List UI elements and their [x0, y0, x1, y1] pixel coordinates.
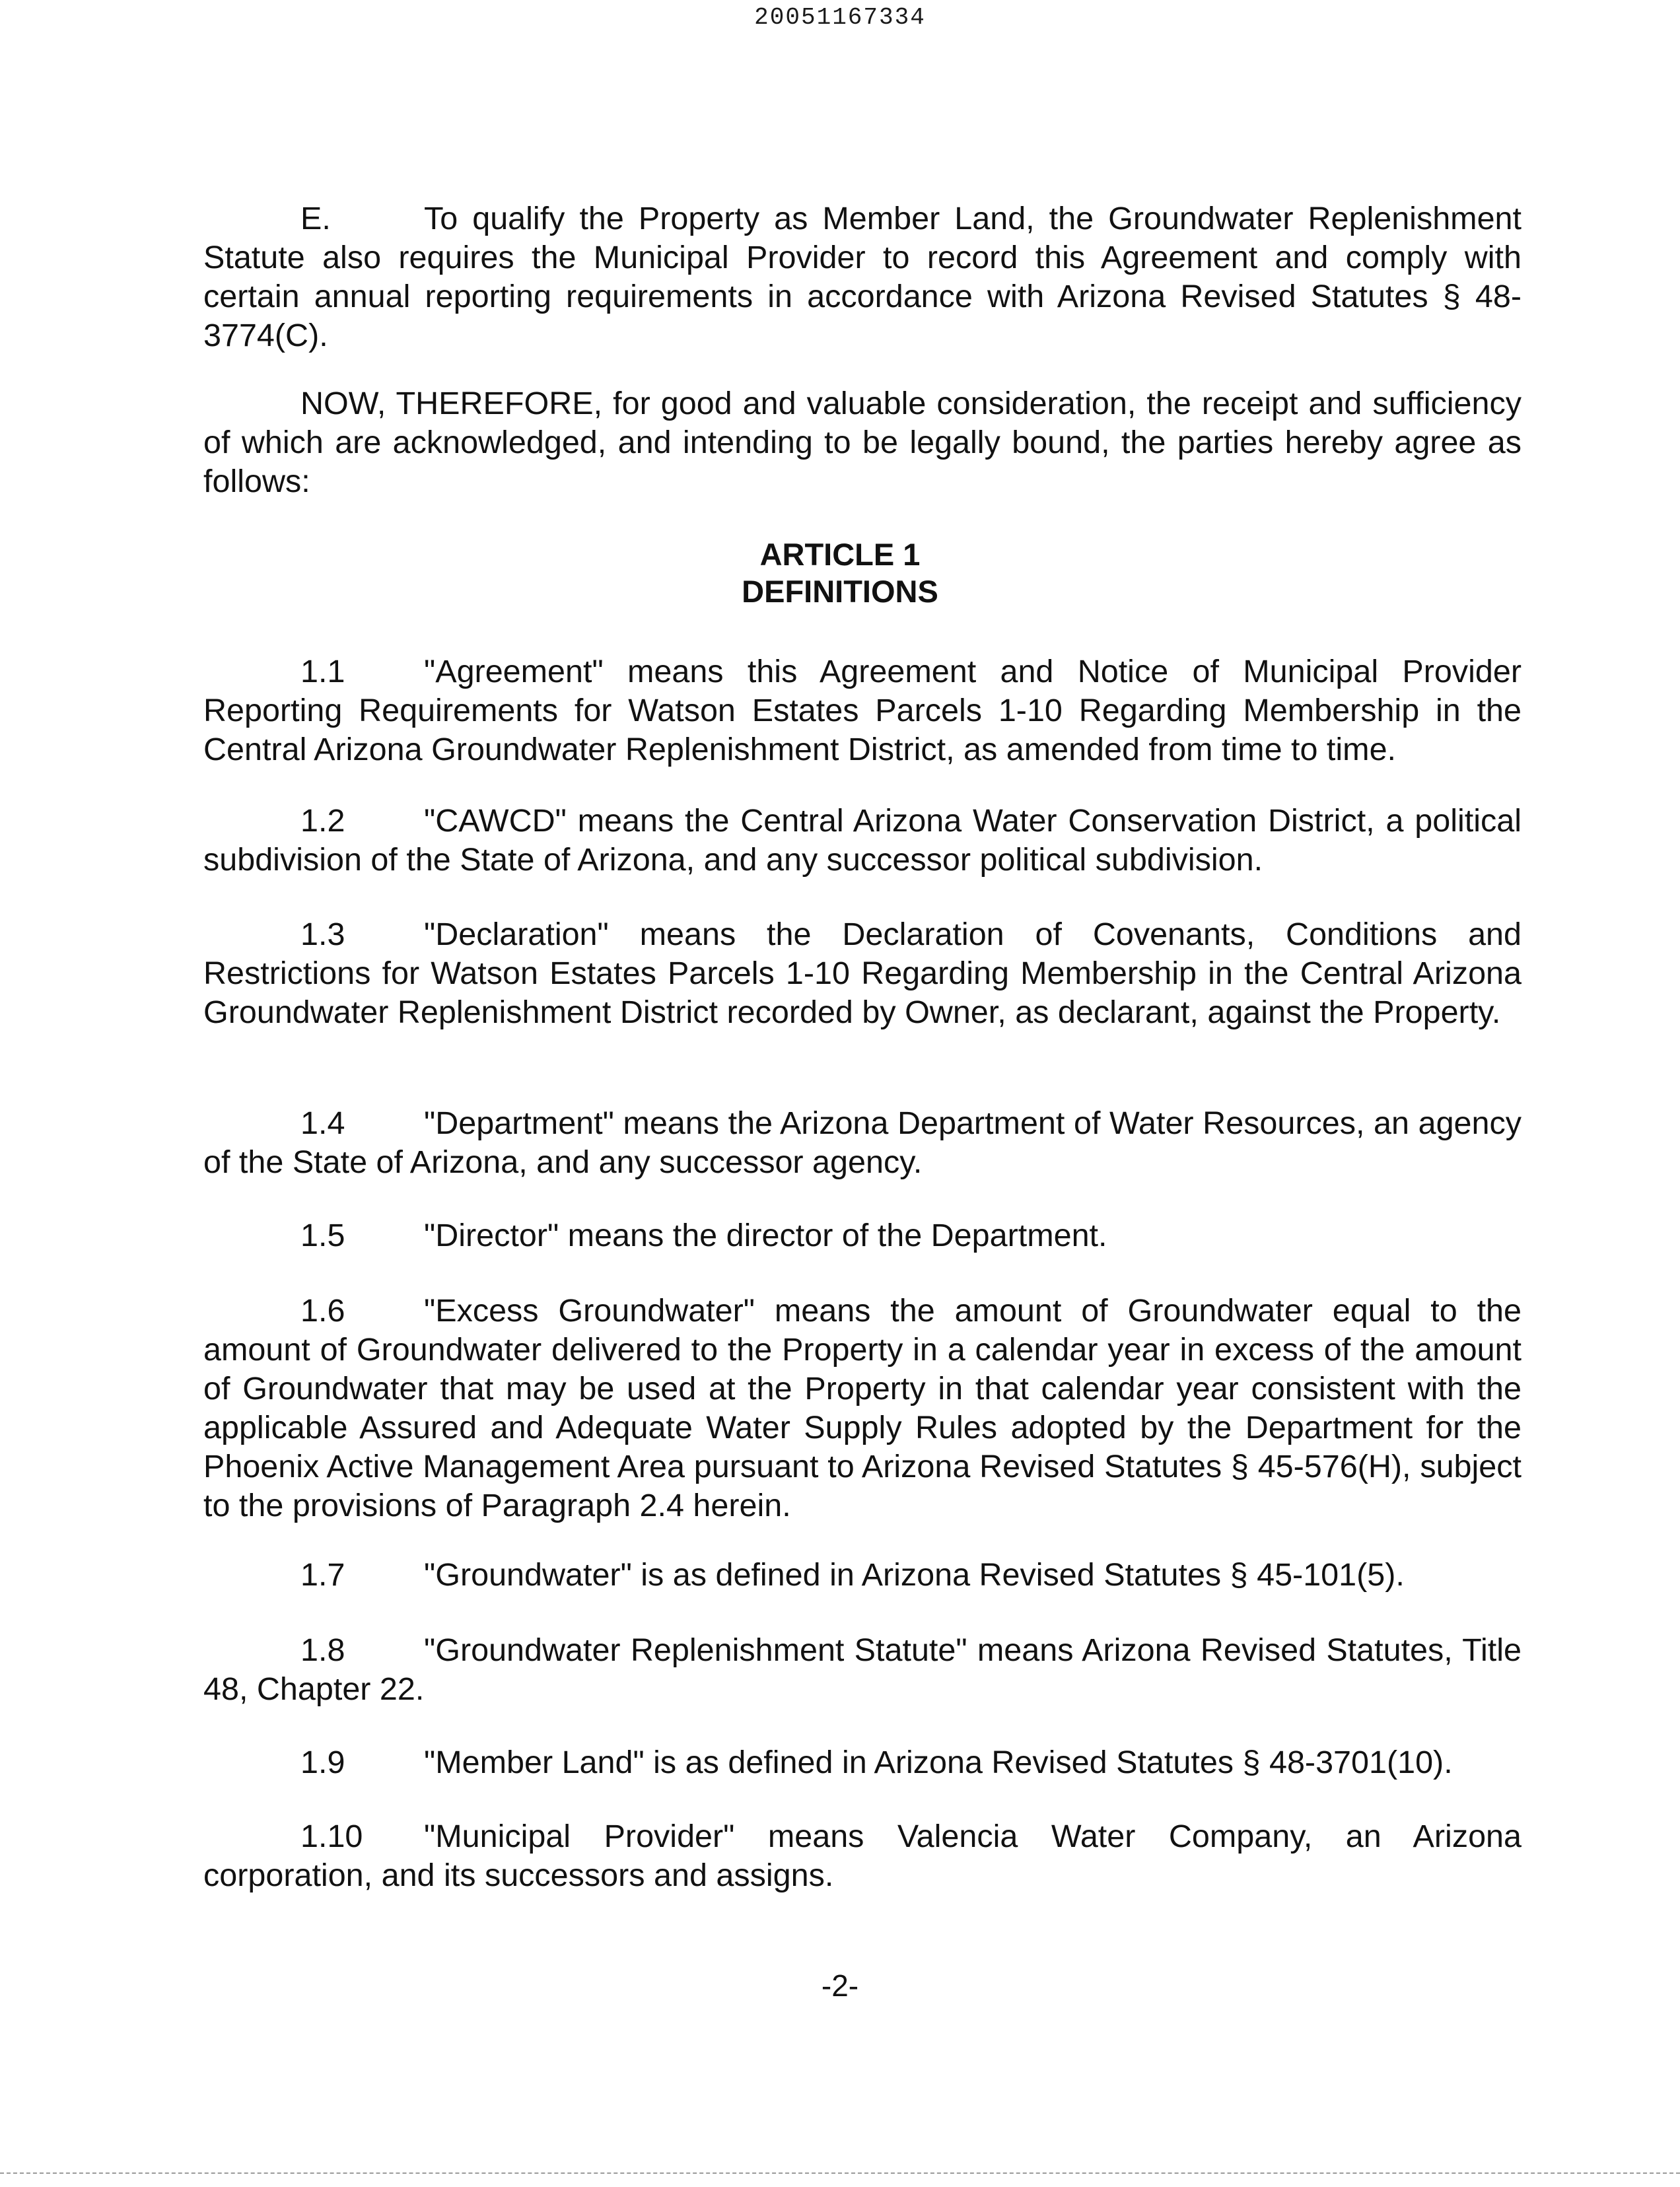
page-number: -2-: [821, 1968, 859, 2003]
definition-text: "CAWCD" means the Central Arizona Water Conservation District, a political subdivision of the State of Arizona, and any successor political subdivision.: [203, 803, 1522, 878]
definition-number: 1.1: [300, 654, 345, 689]
definition-text: "Groundwater Replenishment Statute" means Arizona Revised Statutes, Title 48, Chapter 22.: [203, 1632, 1522, 1707]
definition-1-5: [203, 1216, 1522, 1255]
definition-text: "Municipal Provider" means Valencia Water Company, an Arizona corporation, and its successors and assigns.: [203, 1819, 1522, 1893]
definition-1-6: [203, 1292, 1522, 1525]
definition-number: 1.5: [300, 1218, 345, 1253]
definition-1-1: [203, 652, 1522, 769]
definition-1-2: [203, 802, 1522, 880]
definition-number: 1.7: [300, 1557, 345, 1593]
definition-1-8: [203, 1631, 1522, 1709]
definition-number: 1.4: [300, 1105, 345, 1141]
recital-e-paragraph: [203, 199, 1522, 355]
now-therefore-paragraph: [203, 384, 1522, 501]
definition-1-10: [203, 1817, 1522, 1895]
definition-text: "Agreement" means this Agreement and Notice of Municipal Provider Reporting Requirements for Watson Estates Parcels 1-10 Regarding Membership in the Central Arizona Groundwater Replenishment District, as amended from time to time.: [203, 654, 1522, 767]
definition-text: "Groundwater" is as defined in Arizona Revised Statutes § 45-101(5).: [424, 1557, 1405, 1593]
recital-e-text: To qualify the Property as Member Land, the Groundwater Replenishment Statute also requires the Municipal Provider to record this Agreement and comply with certain annual reporting requirements in accordance with Arizona Revised Statutes § 48-3774(C).: [203, 201, 1522, 353]
definition-text: "Declaration" means the Declaration of Covenants, Conditions and Restrictions for Watson Estates Parcels 1-10 Regarding Membership in the Central Arizona Groundwater Replenishment District recorded by Owner, as declarant, against the Property.: [203, 917, 1522, 1030]
definition-text: "Member Land" is as defined in Arizona Revised Statutes § 48-3701(10).: [424, 1745, 1453, 1780]
definition-number: 1.9: [300, 1745, 345, 1780]
definition-1-4: [203, 1104, 1522, 1182]
definition-text: "Excess Groundwater" means the amount of Groundwater equal to the amount of Groundwater delivered to the Property in a calendar year in excess of the amount of Groundwater that may be used at the Property in that calendar year consistent with the applicable Assured and Adequate Water Supply Rules adopted by the Department for the Phoenix Active Management Area pursuant to Arizona Revised Statutes § 45-576(H), subject to the provisions of Paragraph 2.4 herein.: [203, 1293, 1522, 1523]
definition-number: 1.6: [300, 1293, 345, 1329]
article-subtitle: DEFINITIONS: [742, 574, 938, 609]
now-therefore-text: NOW, THEREFORE, for good and valuable consideration, the receipt and sufficiency of which are acknowledged, and intending to be legally bound, the parties hereby agree as follows:: [203, 386, 1522, 499]
document-number: 20051167334: [754, 4, 926, 31]
definition-1-9: [203, 1743, 1522, 1782]
definition-text: "Director" means the director of the Department.: [424, 1218, 1107, 1253]
definition-number: 1.10: [300, 1819, 363, 1854]
definition-1-7: [203, 1556, 1522, 1595]
scan-edge-divider: [0, 2172, 1680, 2174]
definition-text: "Department" means the Arizona Department of Water Resources, an agency of the State of Arizona, and any successor agency.: [203, 1105, 1522, 1180]
recital-e-label: E.: [300, 201, 331, 236]
definition-1-3: [203, 915, 1522, 1032]
definition-number: 1.3: [300, 917, 345, 952]
article-title: ARTICLE 1: [759, 537, 921, 572]
definition-number: 1.2: [300, 803, 345, 839]
definition-number: 1.8: [300, 1632, 345, 1668]
